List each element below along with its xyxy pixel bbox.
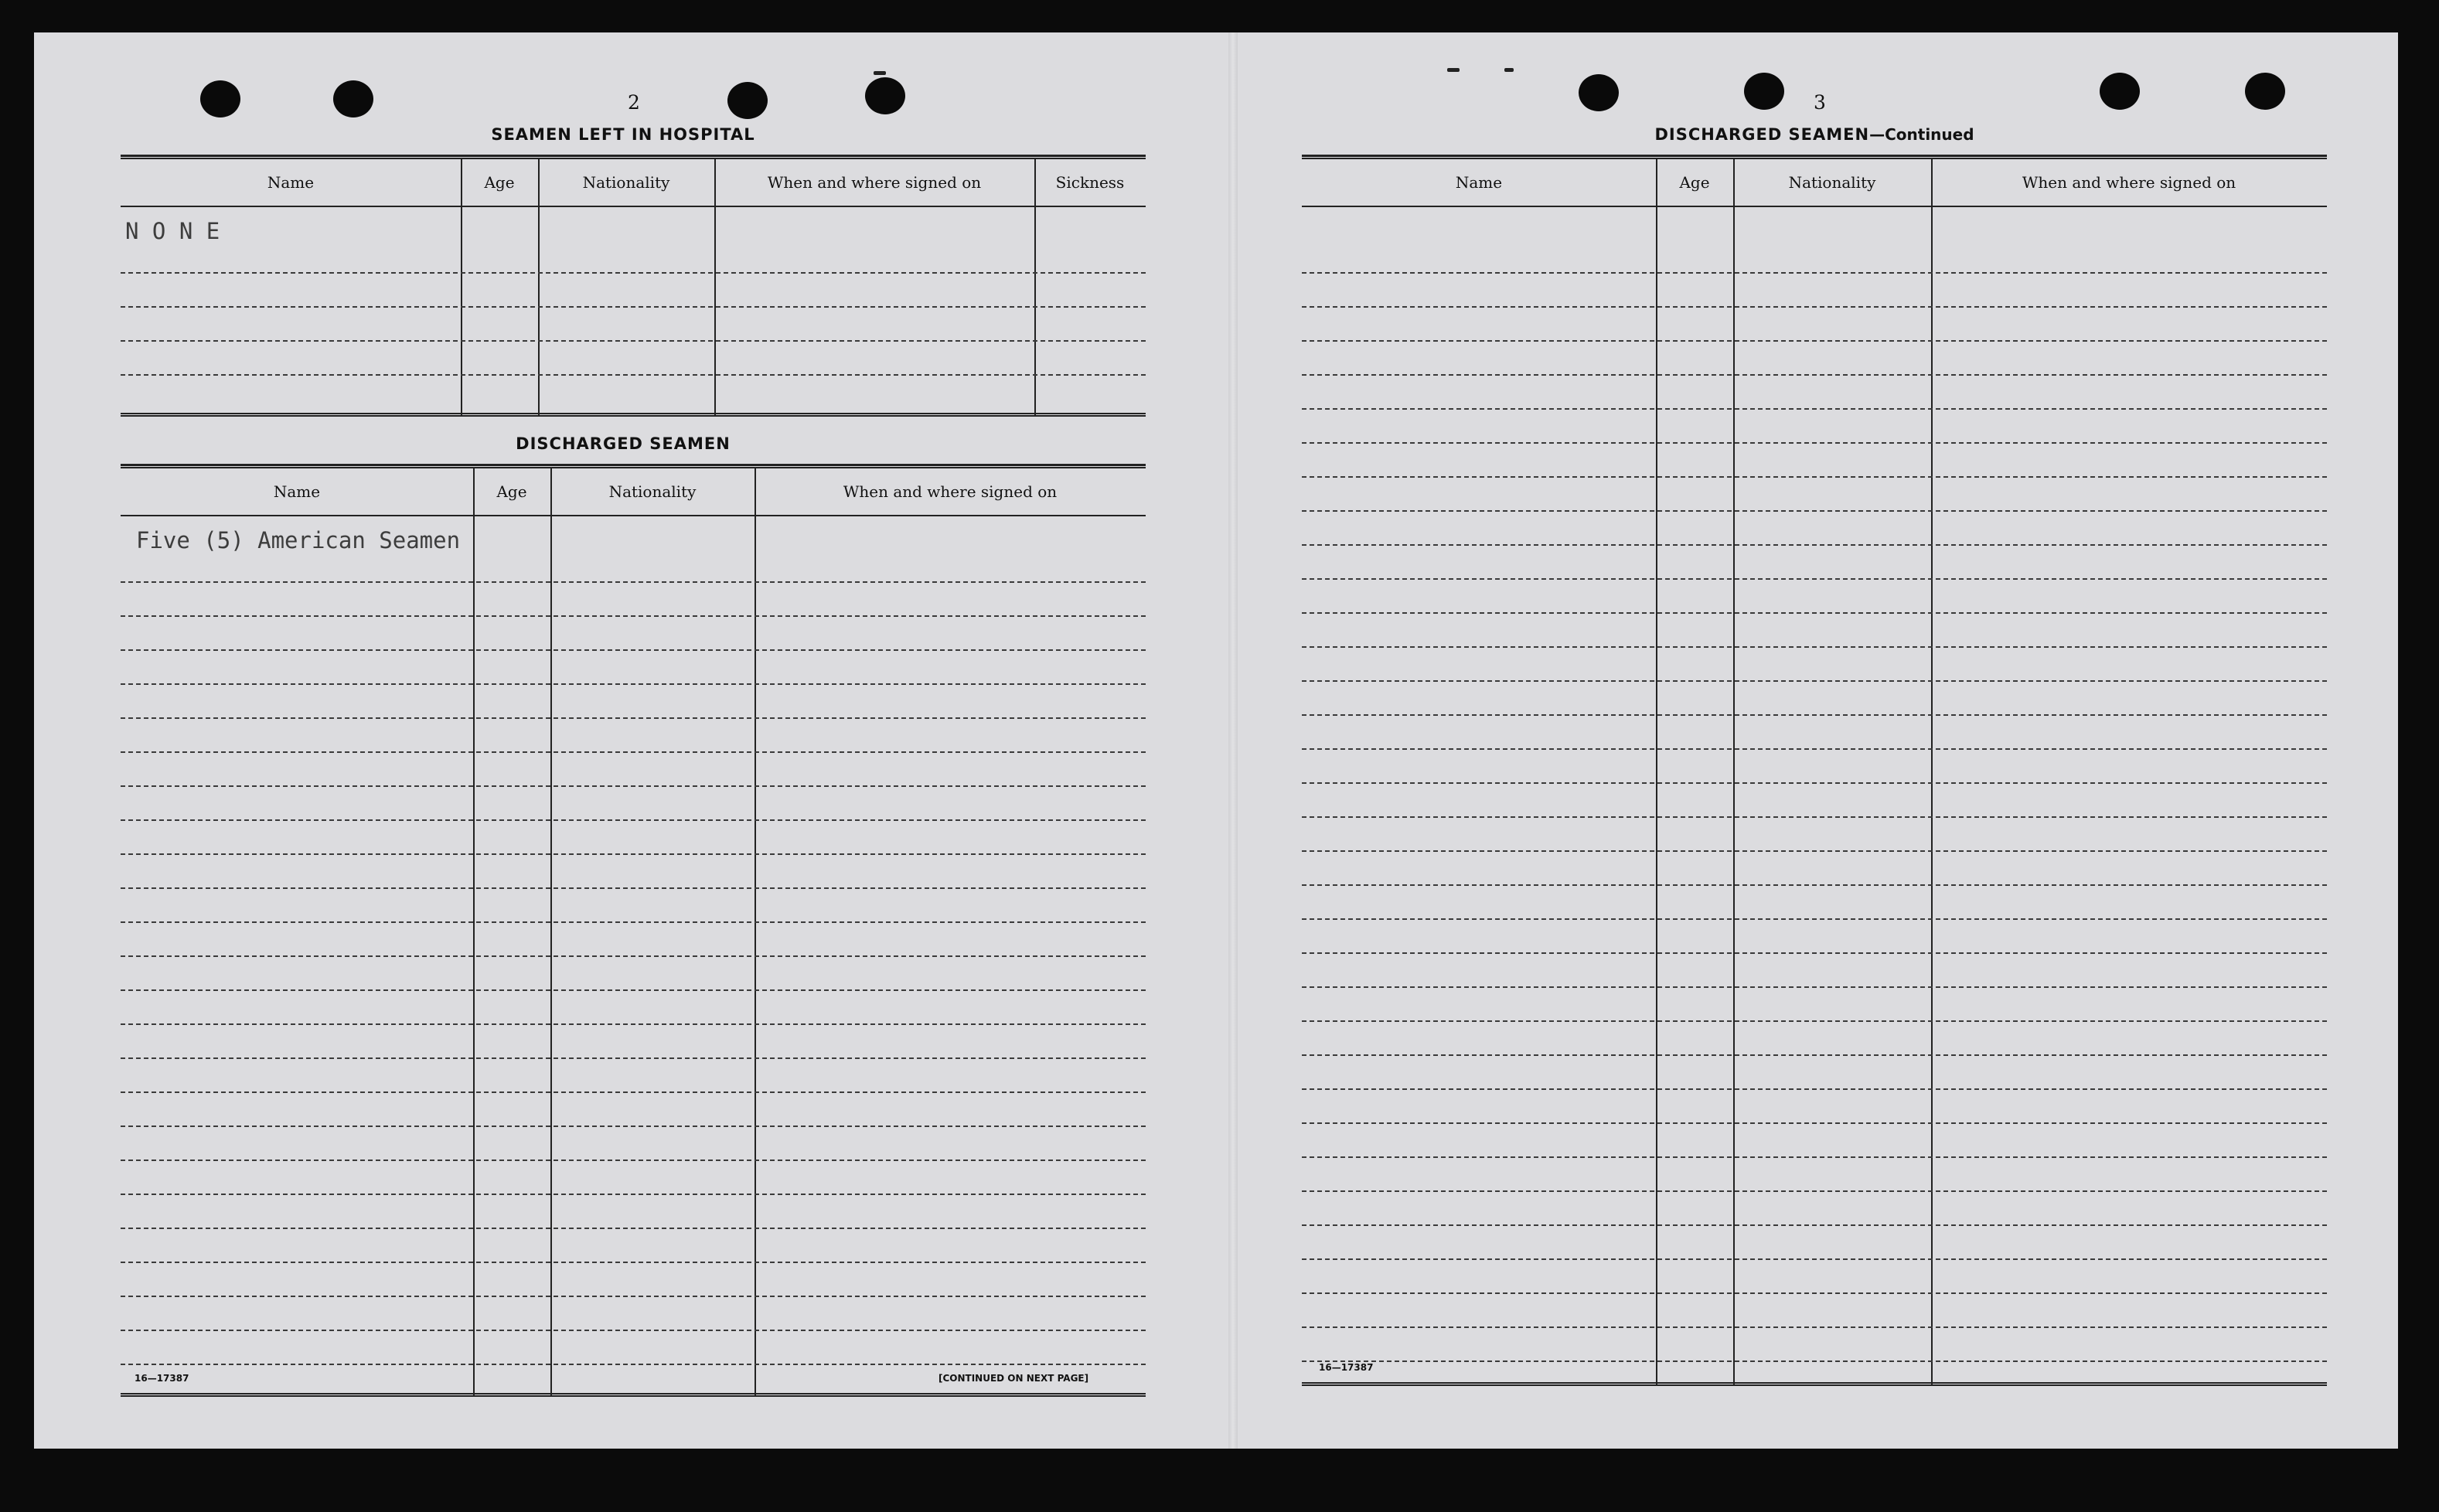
row-line: [121, 1057, 1146, 1059]
column-header-sickness: Sickness: [1055, 173, 1125, 192]
row-line: [121, 751, 1146, 753]
column-divider: [1931, 159, 1933, 1385]
row-line: [1302, 918, 2327, 920]
row-line: [1302, 986, 2327, 988]
punch-hole: [2100, 73, 2140, 110]
row-line: [121, 1296, 1146, 1297]
row-line: [121, 989, 1146, 991]
row-line: [1302, 816, 2327, 818]
row-line: [1302, 544, 2327, 546]
column-header-nationality: Nationality: [1788, 173, 1876, 192]
row-line: [1302, 510, 2327, 512]
column-header-age: Age: [1679, 173, 1710, 192]
row-line: [1302, 782, 2327, 784]
column-header-age: Age: [484, 173, 515, 192]
row-line: [121, 955, 1146, 957]
row-line: [1302, 1258, 2327, 1260]
discharged-continued-title-text: DISCHARGED SEAMEN: [1654, 125, 1870, 144]
row-line: [121, 887, 1146, 889]
row-line: [1302, 1292, 2327, 1294]
hospital-entry-text: N O N E: [125, 218, 220, 244]
row-line: [1302, 1054, 2327, 1056]
row-line: [1302, 714, 2327, 716]
table-bottom-rule: [1302, 1382, 2327, 1386]
row-line: [1302, 1326, 2327, 1328]
discharged-entry-text: Five (5) American Seamen: [136, 527, 461, 553]
punch-hole: [200, 80, 240, 117]
row-line: [1302, 578, 2327, 580]
column-header-signed-on: When and where signed on: [2022, 173, 2236, 192]
row-line: [121, 717, 1146, 719]
row-line: [1302, 1360, 2327, 1362]
row-line: [121, 921, 1146, 923]
row-line: [121, 1023, 1146, 1025]
row-line: [1302, 340, 2327, 342]
column-header-nationality: Nationality: [582, 173, 670, 192]
row-line: [121, 1194, 1146, 1195]
table-bottom-rule: [121, 1393, 1146, 1397]
column-header-name: Name: [273, 482, 321, 501]
punch-hole: [2245, 73, 2285, 110]
row-line: [121, 1091, 1146, 1093]
row-line: [1302, 272, 2327, 274]
table-bottom-rule: [121, 413, 1146, 417]
column-header-signed-on: When and where signed on: [767, 173, 982, 192]
document-sheet: [34, 32, 2398, 1449]
page-fold: [1228, 32, 1238, 1449]
row-line: [1302, 1088, 2327, 1090]
row-line: [1302, 646, 2327, 648]
column-divider: [714, 159, 716, 416]
ink-speck: [1447, 68, 1460, 72]
continued-suffix: —Continued: [1869, 125, 1974, 144]
hospital-section-title: SEAMEN LEFT IN HOSPITAL: [491, 125, 755, 144]
column-divider: [1034, 159, 1036, 416]
table-header: [121, 159, 1146, 207]
row-line: [121, 306, 1146, 308]
ink-speck: [1504, 68, 1514, 72]
page-number-left: 2: [628, 91, 640, 114]
form-number-left: 16—17387: [135, 1373, 189, 1384]
column-header-name: Name: [267, 173, 315, 192]
form-number-right: 16—17387: [1319, 1362, 1374, 1373]
row-line: [1302, 748, 2327, 750]
row-line: [1302, 1224, 2327, 1226]
row-line: [1302, 884, 2327, 886]
row-line: [1302, 952, 2327, 954]
row-line: [1302, 1156, 2327, 1158]
discharged-section-title: DISCHARGED SEAMEN: [516, 434, 731, 453]
column-header-age: Age: [496, 482, 527, 501]
column-divider: [461, 159, 462, 416]
row-line: [1302, 612, 2327, 614]
table-header: [1302, 159, 2327, 207]
row-line: [121, 1330, 1146, 1331]
row-line: [1302, 374, 2327, 376]
row-line: [121, 374, 1146, 376]
column-divider: [550, 468, 552, 1396]
punch-hole: [865, 77, 905, 114]
continued-note: [CONTINUED ON NEXT PAGE]: [938, 1373, 1089, 1384]
row-line: [121, 683, 1146, 685]
row-line: [1302, 1020, 2327, 1022]
punch-hole: [1579, 74, 1619, 111]
row-line: [1302, 1190, 2327, 1192]
row-line: [121, 615, 1146, 617]
row-line: [1302, 680, 2327, 682]
row-line: [121, 1364, 1146, 1365]
row-line: [1302, 1122, 2327, 1124]
discharged-table-right: [1302, 155, 2327, 1390]
row-line: [121, 853, 1146, 855]
row-line: [121, 819, 1146, 821]
row-line: [121, 1160, 1146, 1161]
column-divider: [538, 159, 540, 416]
column-header-signed-on: When and where signed on: [843, 482, 1058, 501]
punch-hole: [727, 82, 768, 119]
row-line: [121, 581, 1146, 583]
column-divider: [1733, 159, 1735, 1385]
discharged-continued-title: [1302, 125, 2327, 144]
row-line: [121, 649, 1146, 651]
row-line: [1302, 476, 2327, 478]
hospital-table: [121, 155, 1146, 419]
punch-hole: [333, 80, 373, 117]
column-divider: [473, 468, 475, 1396]
punch-hole: [1744, 73, 1784, 110]
column-header-name: Name: [1455, 173, 1503, 192]
column-divider: [755, 468, 756, 1396]
row-line: [1302, 850, 2327, 852]
row-line: [1302, 442, 2327, 444]
row-line: [121, 1125, 1146, 1127]
row-line: [121, 785, 1146, 787]
row-line: [1302, 408, 2327, 410]
page-number-right: 3: [1814, 91, 1826, 114]
row-line: [121, 340, 1146, 342]
ink-speck: [874, 71, 886, 75]
column-divider: [1656, 159, 1657, 1385]
row-line: [1302, 306, 2327, 308]
table-header: [121, 468, 1146, 516]
row-line: [121, 1262, 1146, 1263]
discharged-table-left: [121, 464, 1146, 1399]
row-line: [121, 1228, 1146, 1229]
row-line: [121, 272, 1146, 274]
column-header-nationality: Nationality: [608, 482, 697, 501]
